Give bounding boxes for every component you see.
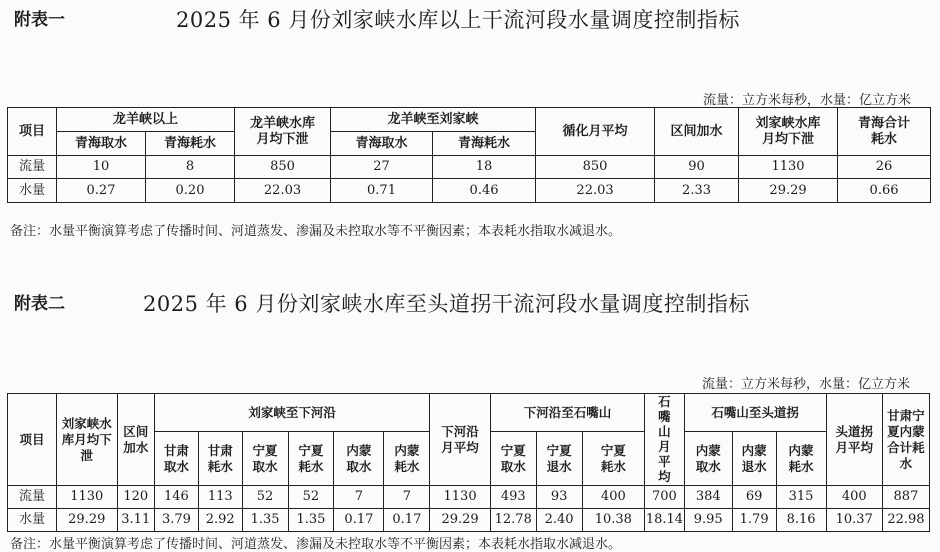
table-cell: 493 bbox=[490, 486, 536, 509]
table-cell: 27 bbox=[331, 156, 433, 179]
table-cell: 3.11 bbox=[117, 509, 155, 532]
table-cell: 0.17 bbox=[334, 509, 384, 532]
header-nx-consume: 宁夏耗水 bbox=[288, 432, 334, 486]
table-cell: 90 bbox=[655, 156, 739, 179]
table1-label: 附表一 bbox=[14, 10, 65, 30]
table-cell: 8.16 bbox=[776, 509, 826, 532]
table-cell: 69 bbox=[732, 486, 776, 509]
table-cell: 10 bbox=[57, 156, 146, 179]
row-label: 流量 bbox=[8, 156, 57, 179]
table-cell: 0.20 bbox=[146, 179, 235, 203]
table-cell: 1.79 bbox=[732, 509, 776, 532]
table2-label: 附表二 bbox=[14, 294, 65, 314]
header-gs-intake: 甘肃取水 bbox=[155, 432, 199, 486]
table-cell: 1130 bbox=[739, 156, 838, 179]
table-cell: 26 bbox=[838, 156, 931, 179]
header-nx-intake2: 宁夏取水 bbox=[490, 432, 536, 486]
table-cell: 52 bbox=[242, 486, 288, 509]
table-cell: 0.71 bbox=[331, 179, 433, 203]
table-cell: 29.29 bbox=[739, 179, 838, 203]
table-cell: 93 bbox=[536, 486, 582, 509]
table-cell: 8 bbox=[146, 156, 235, 179]
header-qh-total: 青海合计耗水 bbox=[838, 108, 931, 156]
table-row bbox=[8, 156, 931, 179]
header-qh-intake: 青海取水 bbox=[57, 132, 146, 156]
table-cell: 22.03 bbox=[536, 179, 655, 203]
header-nm-consume: 内蒙耗水 bbox=[384, 432, 430, 486]
table-cell: 10.37 bbox=[826, 509, 882, 532]
header-total: 甘肃宁夏内蒙合计耗水 bbox=[882, 394, 929, 486]
header-qh-consume: 青海耗水 bbox=[146, 132, 235, 156]
table2-units: 流量：立方米每秒，水量：亿立方米 bbox=[702, 377, 911, 392]
table-cell: 12.78 bbox=[490, 509, 536, 532]
table2-note: 备注：水量平衡演算考虑了传播时间、河道蒸发、渗漏及未控取水等不平衡因素；本表耗水指取水减退水。 bbox=[10, 537, 622, 552]
table-cell: 22.03 bbox=[235, 179, 331, 203]
table-cell: 315 bbox=[776, 486, 826, 509]
header-xhy-avg: 下河沿月平均 bbox=[430, 394, 490, 486]
table-cell: 7 bbox=[384, 486, 430, 509]
table-cell: 0.66 bbox=[838, 179, 931, 203]
table-cell: 18.14 bbox=[645, 509, 685, 532]
table-cell: 0.27 bbox=[57, 179, 146, 203]
header-qh-consume2: 青海耗水 bbox=[433, 132, 536, 156]
table-cell: 29.29 bbox=[430, 509, 490, 532]
row-label: 水量 bbox=[8, 179, 57, 203]
table1-units: 流量：立方米每秒，水量：亿立方米 bbox=[703, 93, 912, 108]
header-lyx-release: 龙羊峡水库月均下泄 bbox=[235, 108, 331, 156]
header-xunhua: 循化月平均 bbox=[536, 108, 655, 156]
table-cell: 3.79 bbox=[155, 509, 199, 532]
header-nm-intake: 内蒙取水 bbox=[334, 432, 384, 486]
table-cell: 2.33 bbox=[655, 179, 739, 203]
header-ljx-release: 刘家峡水库月均下泄 bbox=[739, 108, 838, 156]
table-cell: 22.98 bbox=[882, 509, 929, 532]
table2 bbox=[7, 393, 930, 532]
table-cell: 1130 bbox=[430, 486, 490, 509]
header-ljx-release: 刘家峡水库月均下泄 bbox=[57, 394, 117, 486]
header-gs-consume: 甘肃耗水 bbox=[198, 432, 242, 486]
table-row bbox=[8, 486, 930, 509]
table-cell: 52 bbox=[288, 486, 334, 509]
header-interval-add: 区间加水 bbox=[655, 108, 739, 156]
table1-title: 2025 年 6 月份刘家峡水库以上干流河段水量调度控制指标 bbox=[176, 8, 740, 32]
header-nx-intake: 宁夏取水 bbox=[242, 432, 288, 486]
table-row bbox=[8, 179, 931, 203]
row-label: 水量 bbox=[8, 509, 57, 532]
table-cell: 10.38 bbox=[582, 509, 645, 532]
table-cell: 120 bbox=[117, 486, 155, 509]
table-cell: 18 bbox=[433, 156, 536, 179]
table-cell: 0.17 bbox=[384, 509, 430, 532]
table-cell: 9.95 bbox=[684, 509, 732, 532]
table-cell: 7 bbox=[334, 486, 384, 509]
header-item: 项目 bbox=[8, 108, 57, 156]
header-group-ljx-xhy: 刘家峡至下河沿 bbox=[155, 394, 430, 432]
table-cell: 1.35 bbox=[288, 509, 334, 532]
table-cell: 2.92 bbox=[198, 509, 242, 532]
table-cell: 1130 bbox=[57, 486, 117, 509]
table-cell: 700 bbox=[645, 486, 685, 509]
table-cell: 0.46 bbox=[433, 179, 536, 203]
table-cell: 1.35 bbox=[242, 509, 288, 532]
table-cell: 113 bbox=[198, 486, 242, 509]
table2-title: 2025 年 6 月份刘家峡水库至头道拐干流河段水量调度控制指标 bbox=[143, 292, 750, 316]
table-cell: 2.40 bbox=[536, 509, 582, 532]
table-cell: 400 bbox=[826, 486, 882, 509]
header-group-xhy-szs: 下河沿至石嘴山 bbox=[490, 394, 644, 432]
table-cell: 400 bbox=[582, 486, 645, 509]
header-group-szs-tdg: 石嘴山至头道拐 bbox=[684, 394, 826, 432]
table-cell: 887 bbox=[882, 486, 929, 509]
table1 bbox=[7, 107, 931, 203]
header-group-lyx-above: 龙羊峡以上 bbox=[57, 108, 235, 132]
header-szs-avg: 石嘴山月平均 bbox=[645, 394, 685, 486]
table-cell: 146 bbox=[155, 486, 199, 509]
table-cell: 384 bbox=[684, 486, 732, 509]
header-nm-intake2: 内蒙取水 bbox=[684, 432, 732, 486]
header-nx-consume2: 宁夏耗水 bbox=[582, 432, 645, 486]
header-group-lyx-ljx: 龙羊峡至刘家峡 bbox=[331, 108, 536, 132]
table-cell: 850 bbox=[536, 156, 655, 179]
row-label: 流量 bbox=[8, 486, 57, 509]
header-nm-consume2: 内蒙耗水 bbox=[776, 432, 826, 486]
table-cell: 850 bbox=[235, 156, 331, 179]
header-tdg-avg: 头道拐月平均 bbox=[826, 394, 882, 486]
table-row bbox=[8, 509, 930, 532]
table-cell: 29.29 bbox=[57, 509, 117, 532]
header-interval-add: 区间加水 bbox=[117, 394, 155, 486]
header-item: 项目 bbox=[8, 394, 57, 486]
header-nx-return: 宁夏退水 bbox=[536, 432, 582, 486]
header-qh-intake2: 青海取水 bbox=[331, 132, 433, 156]
table1-note: 备注：水量平衡演算考虑了传播时间、河道蒸发、渗漏及未控取水等不平衡因素；本表耗水指取水减退水。 bbox=[10, 224, 622, 239]
header-nm-return: 内蒙退水 bbox=[732, 432, 776, 486]
